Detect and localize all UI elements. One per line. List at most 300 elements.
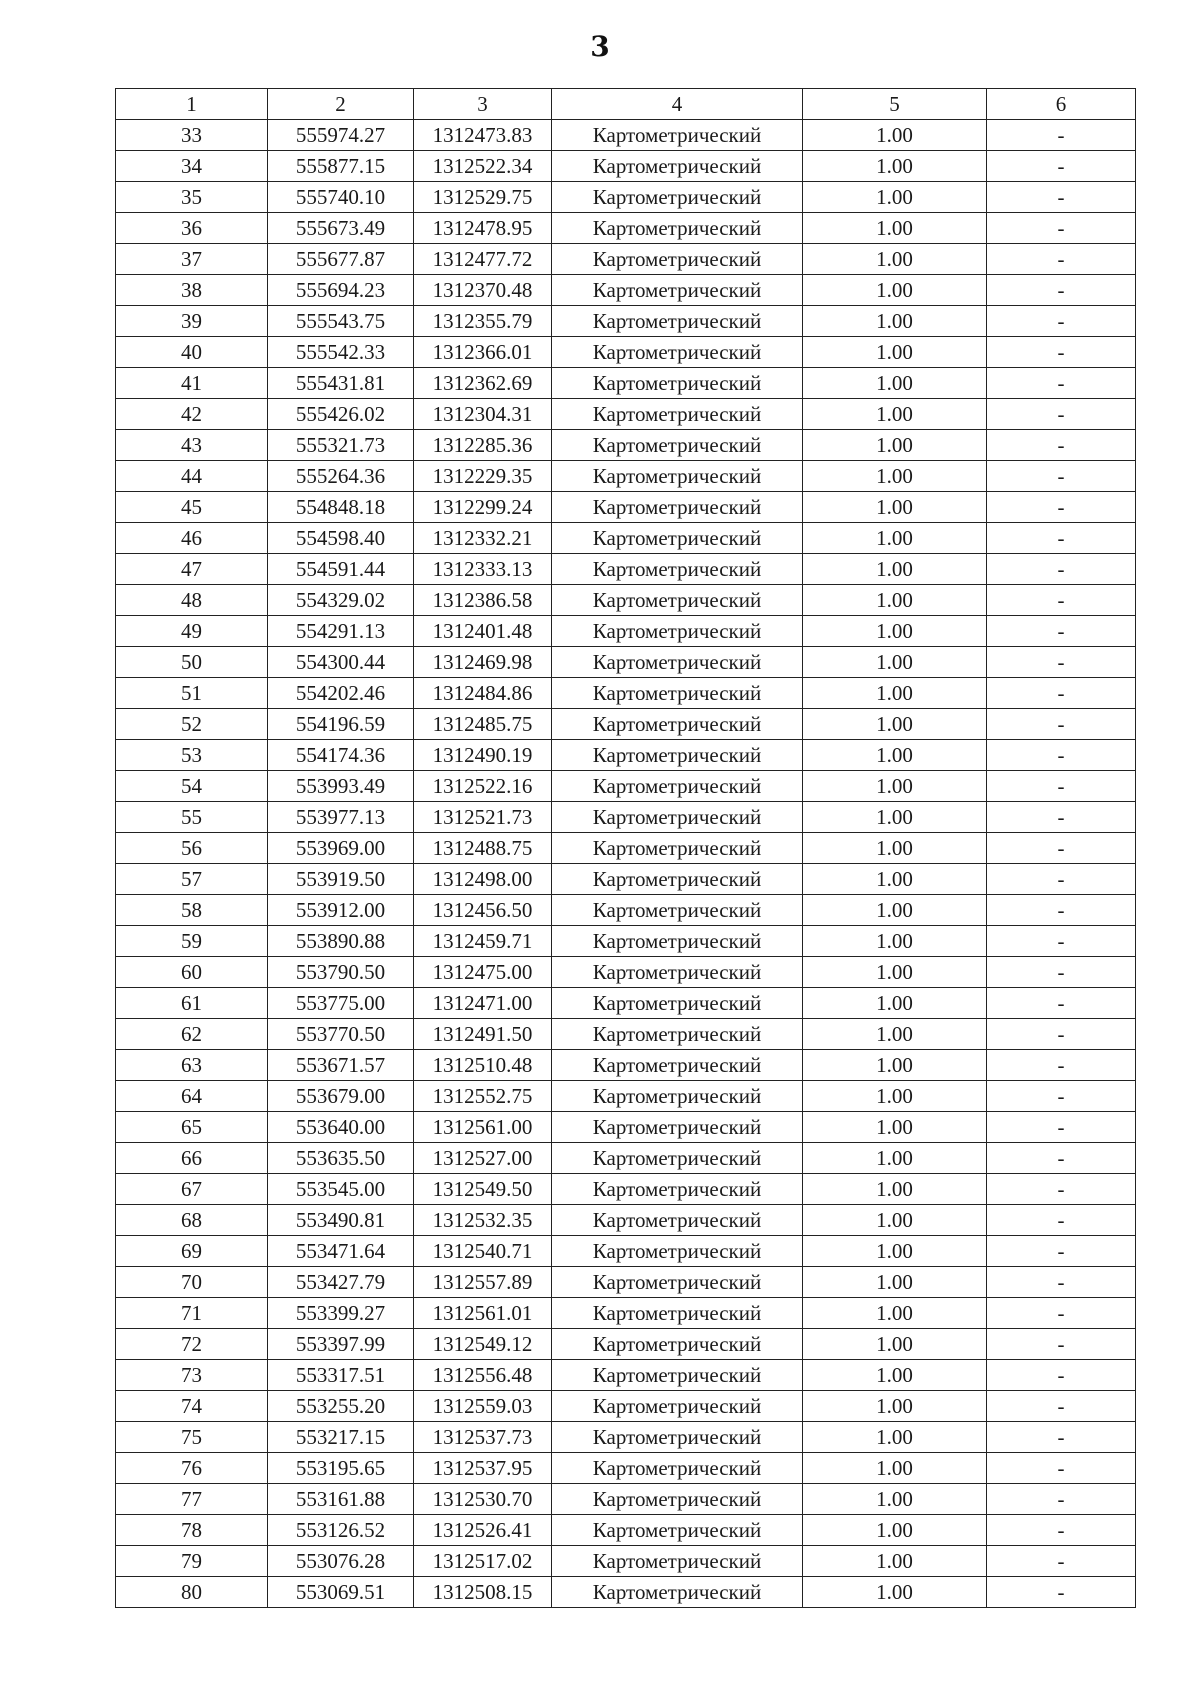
column-header-5: 5	[803, 89, 987, 120]
accuracy-cell: 1.00	[803, 1298, 987, 1329]
method-cell: Картометрический	[552, 182, 803, 213]
table-row	[116, 1267, 1136, 1298]
method-cell: Картометрический	[552, 523, 803, 554]
method-cell: Картометрический	[552, 616, 803, 647]
description-cell: -	[987, 647, 1136, 678]
y-coordinate-cell: 1312299.24	[414, 492, 552, 523]
description-cell: -	[987, 1360, 1136, 1391]
description-cell: -	[987, 213, 1136, 244]
point-number-cell: 46	[116, 523, 268, 554]
accuracy-cell: 1.00	[803, 1236, 987, 1267]
x-coordinate-cell: 554202.46	[268, 678, 414, 709]
y-coordinate-cell: 1312386.58	[414, 585, 552, 616]
accuracy-cell: 1.00	[803, 337, 987, 368]
y-coordinate-cell: 1312485.75	[414, 709, 552, 740]
x-coordinate-cell: 554196.59	[268, 709, 414, 740]
table-row	[116, 709, 1136, 740]
table-row	[116, 833, 1136, 864]
column-header-4: 4	[552, 89, 803, 120]
table-row	[116, 1515, 1136, 1546]
point-number-cell: 35	[116, 182, 268, 213]
y-coordinate-cell: 1312517.02	[414, 1546, 552, 1577]
accuracy-cell: 1.00	[803, 1422, 987, 1453]
point-number-cell: 51	[116, 678, 268, 709]
description-cell: -	[987, 926, 1136, 957]
accuracy-cell: 1.00	[803, 1391, 987, 1422]
method-cell: Картометрический	[552, 988, 803, 1019]
point-number-cell: 63	[116, 1050, 268, 1081]
method-cell: Картометрический	[552, 120, 803, 151]
table-row	[116, 957, 1136, 988]
y-coordinate-cell: 1312477.72	[414, 244, 552, 275]
point-number-cell: 56	[116, 833, 268, 864]
accuracy-cell: 1.00	[803, 895, 987, 926]
table-row	[116, 182, 1136, 213]
point-number-cell: 47	[116, 554, 268, 585]
x-coordinate-cell: 553790.50	[268, 957, 414, 988]
point-number-cell: 77	[116, 1484, 268, 1515]
y-coordinate-cell: 1312484.86	[414, 678, 552, 709]
description-cell: -	[987, 120, 1136, 151]
y-coordinate-cell: 1312537.95	[414, 1453, 552, 1484]
point-number-cell: 45	[116, 492, 268, 523]
method-cell: Картометрический	[552, 895, 803, 926]
method-cell: Картометрический	[552, 1143, 803, 1174]
accuracy-cell: 1.00	[803, 554, 987, 585]
x-coordinate-cell: 553679.00	[268, 1081, 414, 1112]
description-cell: -	[987, 368, 1136, 399]
y-coordinate-cell: 1312475.00	[414, 957, 552, 988]
table-row	[116, 740, 1136, 771]
method-cell: Картометрический	[552, 1360, 803, 1391]
y-coordinate-cell: 1312540.71	[414, 1236, 552, 1267]
description-cell: -	[987, 771, 1136, 802]
x-coordinate-cell: 553919.50	[268, 864, 414, 895]
description-cell: -	[987, 430, 1136, 461]
description-cell: -	[987, 616, 1136, 647]
y-coordinate-cell: 1312522.16	[414, 771, 552, 802]
description-cell: -	[987, 864, 1136, 895]
description-cell: -	[987, 1143, 1136, 1174]
table-row	[116, 523, 1136, 554]
table-row	[116, 244, 1136, 275]
method-cell: Картометрический	[552, 1546, 803, 1577]
accuracy-cell: 1.00	[803, 1546, 987, 1577]
table-row	[116, 1205, 1136, 1236]
x-coordinate-cell: 553671.57	[268, 1050, 414, 1081]
x-coordinate-cell: 555543.75	[268, 306, 414, 337]
point-number-cell: 54	[116, 771, 268, 802]
y-coordinate-cell: 1312370.48	[414, 275, 552, 306]
description-cell: -	[987, 1298, 1136, 1329]
description-cell: -	[987, 1081, 1136, 1112]
point-number-cell: 55	[116, 802, 268, 833]
y-coordinate-cell: 1312355.79	[414, 306, 552, 337]
accuracy-cell: 1.00	[803, 802, 987, 833]
accuracy-cell: 1.00	[803, 957, 987, 988]
method-cell: Картометрический	[552, 275, 803, 306]
table-row	[116, 1484, 1136, 1515]
x-coordinate-cell: 553635.50	[268, 1143, 414, 1174]
description-cell: -	[987, 802, 1136, 833]
y-coordinate-cell: 1312401.48	[414, 616, 552, 647]
x-coordinate-cell: 555426.02	[268, 399, 414, 430]
accuracy-cell: 1.00	[803, 1019, 987, 1050]
method-cell: Картометрический	[552, 1484, 803, 1515]
description-cell: -	[987, 554, 1136, 585]
table-row	[116, 647, 1136, 678]
description-cell: -	[987, 399, 1136, 430]
x-coordinate-cell: 553397.99	[268, 1329, 414, 1360]
x-coordinate-cell: 553195.65	[268, 1453, 414, 1484]
accuracy-cell: 1.00	[803, 1143, 987, 1174]
description-cell: -	[987, 151, 1136, 182]
accuracy-cell: 1.00	[803, 492, 987, 523]
method-cell: Картометрический	[552, 1236, 803, 1267]
x-coordinate-cell: 553126.52	[268, 1515, 414, 1546]
accuracy-cell: 1.00	[803, 1577, 987, 1608]
x-coordinate-cell: 553912.00	[268, 895, 414, 926]
point-number-cell: 80	[116, 1577, 268, 1608]
method-cell: Картометрический	[552, 1267, 803, 1298]
x-coordinate-cell: 553545.00	[268, 1174, 414, 1205]
description-cell: -	[987, 1267, 1136, 1298]
point-number-cell: 75	[116, 1422, 268, 1453]
description-cell: -	[987, 895, 1136, 926]
description-cell: -	[987, 337, 1136, 368]
table-row	[116, 275, 1136, 306]
accuracy-cell: 1.00	[803, 1174, 987, 1205]
x-coordinate-cell: 555877.15	[268, 151, 414, 182]
point-number-cell: 39	[116, 306, 268, 337]
x-coordinate-cell: 553076.28	[268, 1546, 414, 1577]
method-cell: Картометрический	[552, 244, 803, 275]
method-cell: Картометрический	[552, 1081, 803, 1112]
x-coordinate-cell: 553969.00	[268, 833, 414, 864]
y-coordinate-cell: 1312521.73	[414, 802, 552, 833]
description-cell: -	[987, 1422, 1136, 1453]
description-cell: -	[987, 1391, 1136, 1422]
table-row	[116, 1143, 1136, 1174]
table-row	[116, 399, 1136, 430]
y-coordinate-cell: 1312561.00	[414, 1112, 552, 1143]
accuracy-cell: 1.00	[803, 1050, 987, 1081]
accuracy-cell: 1.00	[803, 1112, 987, 1143]
table-row	[116, 1453, 1136, 1484]
coordinates-table	[115, 88, 1136, 1608]
table-row	[116, 1422, 1136, 1453]
method-cell: Картометрический	[552, 430, 803, 461]
y-coordinate-cell: 1312522.34	[414, 151, 552, 182]
table-row	[116, 1577, 1136, 1608]
method-cell: Картометрический	[552, 833, 803, 864]
table-row	[116, 120, 1136, 151]
point-number-cell: 37	[116, 244, 268, 275]
table-row	[116, 1019, 1136, 1050]
y-coordinate-cell: 1312508.15	[414, 1577, 552, 1608]
accuracy-cell: 1.00	[803, 523, 987, 554]
method-cell: Картометрический	[552, 213, 803, 244]
method-cell: Картометрический	[552, 1453, 803, 1484]
x-coordinate-cell: 554329.02	[268, 585, 414, 616]
point-number-cell: 50	[116, 647, 268, 678]
method-cell: Картометрический	[552, 306, 803, 337]
x-coordinate-cell: 554598.40	[268, 523, 414, 554]
description-cell: -	[987, 1546, 1136, 1577]
description-cell: -	[987, 1515, 1136, 1546]
table-row	[116, 1546, 1136, 1577]
point-number-cell: 64	[116, 1081, 268, 1112]
description-cell: -	[987, 1329, 1136, 1360]
table-row	[116, 492, 1136, 523]
accuracy-cell: 1.00	[803, 1267, 987, 1298]
y-coordinate-cell: 1312332.21	[414, 523, 552, 554]
accuracy-cell: 1.00	[803, 833, 987, 864]
method-cell: Картометрический	[552, 1050, 803, 1081]
description-cell: -	[987, 833, 1136, 864]
x-coordinate-cell: 553217.15	[268, 1422, 414, 1453]
y-coordinate-cell: 1312537.73	[414, 1422, 552, 1453]
y-coordinate-cell: 1312459.71	[414, 926, 552, 957]
x-coordinate-cell: 553993.49	[268, 771, 414, 802]
method-cell: Картометрический	[552, 1019, 803, 1050]
point-number-cell: 49	[116, 616, 268, 647]
accuracy-cell: 1.00	[803, 1453, 987, 1484]
point-number-cell: 57	[116, 864, 268, 895]
x-coordinate-cell: 553161.88	[268, 1484, 414, 1515]
point-number-cell: 76	[116, 1453, 268, 1484]
method-cell: Картометрический	[552, 368, 803, 399]
table-row	[116, 461, 1136, 492]
table-row	[116, 864, 1136, 895]
table-row	[116, 337, 1136, 368]
accuracy-cell: 1.00	[803, 120, 987, 151]
accuracy-cell: 1.00	[803, 213, 987, 244]
point-number-cell: 52	[116, 709, 268, 740]
accuracy-cell: 1.00	[803, 1360, 987, 1391]
point-number-cell: 61	[116, 988, 268, 1019]
description-cell: -	[987, 1453, 1136, 1484]
y-coordinate-cell: 1312333.13	[414, 554, 552, 585]
description-cell: -	[987, 244, 1136, 275]
description-cell: -	[987, 1205, 1136, 1236]
method-cell: Картометрический	[552, 709, 803, 740]
accuracy-cell: 1.00	[803, 864, 987, 895]
point-number-cell: 33	[116, 120, 268, 151]
table-row	[116, 151, 1136, 182]
method-cell: Картометрический	[552, 1298, 803, 1329]
y-coordinate-cell: 1312552.75	[414, 1081, 552, 1112]
method-cell: Картометрический	[552, 1174, 803, 1205]
x-coordinate-cell: 553640.00	[268, 1112, 414, 1143]
x-coordinate-cell: 553317.51	[268, 1360, 414, 1391]
y-coordinate-cell: 1312527.00	[414, 1143, 552, 1174]
point-number-cell: 62	[116, 1019, 268, 1050]
x-coordinate-cell: 553399.27	[268, 1298, 414, 1329]
y-coordinate-cell: 1312556.48	[414, 1360, 552, 1391]
point-number-cell: 67	[116, 1174, 268, 1205]
column-header-3: 3	[414, 89, 552, 120]
table-row	[116, 771, 1136, 802]
point-number-cell: 60	[116, 957, 268, 988]
column-header-1: 1	[116, 89, 268, 120]
accuracy-cell: 1.00	[803, 678, 987, 709]
point-number-cell: 43	[116, 430, 268, 461]
point-number-cell: 36	[116, 213, 268, 244]
description-cell: -	[987, 306, 1136, 337]
accuracy-cell: 1.00	[803, 1515, 987, 1546]
point-number-cell: 72	[116, 1329, 268, 1360]
point-number-cell: 69	[116, 1236, 268, 1267]
column-header-2: 2	[268, 89, 414, 120]
table-row	[116, 430, 1136, 461]
method-cell: Картометрический	[552, 1329, 803, 1360]
accuracy-cell: 1.00	[803, 244, 987, 275]
point-number-cell: 79	[116, 1546, 268, 1577]
description-cell: -	[987, 1112, 1136, 1143]
description-cell: -	[987, 1484, 1136, 1515]
table-row	[116, 306, 1136, 337]
description-cell: -	[987, 182, 1136, 213]
y-coordinate-cell: 1312229.35	[414, 461, 552, 492]
x-coordinate-cell: 555264.36	[268, 461, 414, 492]
point-number-cell: 65	[116, 1112, 268, 1143]
table-row	[116, 1329, 1136, 1360]
method-cell: Картометрический	[552, 1391, 803, 1422]
point-number-cell: 78	[116, 1515, 268, 1546]
method-cell: Картометрический	[552, 740, 803, 771]
accuracy-cell: 1.00	[803, 182, 987, 213]
accuracy-cell: 1.00	[803, 771, 987, 802]
description-cell: -	[987, 740, 1136, 771]
column-header-6: 6	[987, 89, 1136, 120]
y-coordinate-cell: 1312473.83	[414, 120, 552, 151]
table-row	[116, 1236, 1136, 1267]
x-coordinate-cell: 554174.36	[268, 740, 414, 771]
y-coordinate-cell: 1312285.36	[414, 430, 552, 461]
table-row	[116, 616, 1136, 647]
x-coordinate-cell: 555542.33	[268, 337, 414, 368]
y-coordinate-cell: 1312532.35	[414, 1205, 552, 1236]
method-cell: Картометрический	[552, 1515, 803, 1546]
description-cell: -	[987, 678, 1136, 709]
accuracy-cell: 1.00	[803, 926, 987, 957]
point-number-cell: 40	[116, 337, 268, 368]
x-coordinate-cell: 554291.13	[268, 616, 414, 647]
accuracy-cell: 1.00	[803, 461, 987, 492]
accuracy-cell: 1.00	[803, 647, 987, 678]
table-row	[116, 1298, 1136, 1329]
y-coordinate-cell: 1312478.95	[414, 213, 552, 244]
x-coordinate-cell: 553775.00	[268, 988, 414, 1019]
accuracy-cell: 1.00	[803, 368, 987, 399]
y-coordinate-cell: 1312362.69	[414, 368, 552, 399]
x-coordinate-cell: 555431.81	[268, 368, 414, 399]
point-number-cell: 44	[116, 461, 268, 492]
y-coordinate-cell: 1312304.31	[414, 399, 552, 430]
method-cell: Картометрический	[552, 585, 803, 616]
point-number-cell: 41	[116, 368, 268, 399]
accuracy-cell: 1.00	[803, 1081, 987, 1112]
y-coordinate-cell: 1312557.89	[414, 1267, 552, 1298]
table-row	[116, 678, 1136, 709]
table-row	[116, 1050, 1136, 1081]
table-row	[116, 1360, 1136, 1391]
point-number-cell: 74	[116, 1391, 268, 1422]
method-cell: Картометрический	[552, 802, 803, 833]
point-number-cell: 48	[116, 585, 268, 616]
method-cell: Картометрический	[552, 337, 803, 368]
table-row	[116, 926, 1136, 957]
description-cell: -	[987, 585, 1136, 616]
x-coordinate-cell: 554591.44	[268, 554, 414, 585]
method-cell: Картометрический	[552, 1205, 803, 1236]
accuracy-cell: 1.00	[803, 1205, 987, 1236]
method-cell: Картометрический	[552, 647, 803, 678]
x-coordinate-cell: 553770.50	[268, 1019, 414, 1050]
x-coordinate-cell: 555974.27	[268, 120, 414, 151]
table-row	[116, 1174, 1136, 1205]
point-number-cell: 70	[116, 1267, 268, 1298]
point-number-cell: 68	[116, 1205, 268, 1236]
description-cell: -	[987, 492, 1136, 523]
method-cell: Картометрический	[552, 492, 803, 523]
table-row	[116, 368, 1136, 399]
method-cell: Картометрический	[552, 771, 803, 802]
accuracy-cell: 1.00	[803, 1484, 987, 1515]
point-number-cell: 59	[116, 926, 268, 957]
description-cell: -	[987, 523, 1136, 554]
x-coordinate-cell: 555740.10	[268, 182, 414, 213]
x-coordinate-cell: 553427.79	[268, 1267, 414, 1298]
y-coordinate-cell: 1312561.01	[414, 1298, 552, 1329]
method-cell: Картометрический	[552, 461, 803, 492]
x-coordinate-cell: 555694.23	[268, 275, 414, 306]
method-cell: Картометрический	[552, 554, 803, 585]
table-row	[116, 213, 1136, 244]
y-coordinate-cell: 1312529.75	[414, 182, 552, 213]
accuracy-cell: 1.00	[803, 709, 987, 740]
table-row	[116, 1391, 1136, 1422]
description-cell: -	[987, 1174, 1136, 1205]
accuracy-cell: 1.00	[803, 988, 987, 1019]
table-row	[116, 895, 1136, 926]
y-coordinate-cell: 1312526.41	[414, 1515, 552, 1546]
table-row	[116, 585, 1136, 616]
point-number-cell: 42	[116, 399, 268, 430]
description-cell: -	[987, 988, 1136, 1019]
table-row	[116, 802, 1136, 833]
x-coordinate-cell: 553471.64	[268, 1236, 414, 1267]
y-coordinate-cell: 1312469.98	[414, 647, 552, 678]
table-row	[116, 1112, 1136, 1143]
method-cell: Картометрический	[552, 678, 803, 709]
x-coordinate-cell: 553977.13	[268, 802, 414, 833]
point-number-cell: 53	[116, 740, 268, 771]
y-coordinate-cell: 1312471.00	[414, 988, 552, 1019]
x-coordinate-cell: 554300.44	[268, 647, 414, 678]
x-coordinate-cell: 555677.87	[268, 244, 414, 275]
description-cell: -	[987, 1577, 1136, 1608]
y-coordinate-cell: 1312549.12	[414, 1329, 552, 1360]
description-cell: -	[987, 1236, 1136, 1267]
accuracy-cell: 1.00	[803, 151, 987, 182]
description-cell: -	[987, 461, 1136, 492]
x-coordinate-cell: 553255.20	[268, 1391, 414, 1422]
y-coordinate-cell: 1312559.03	[414, 1391, 552, 1422]
accuracy-cell: 1.00	[803, 399, 987, 430]
y-coordinate-cell: 1312510.48	[414, 1050, 552, 1081]
